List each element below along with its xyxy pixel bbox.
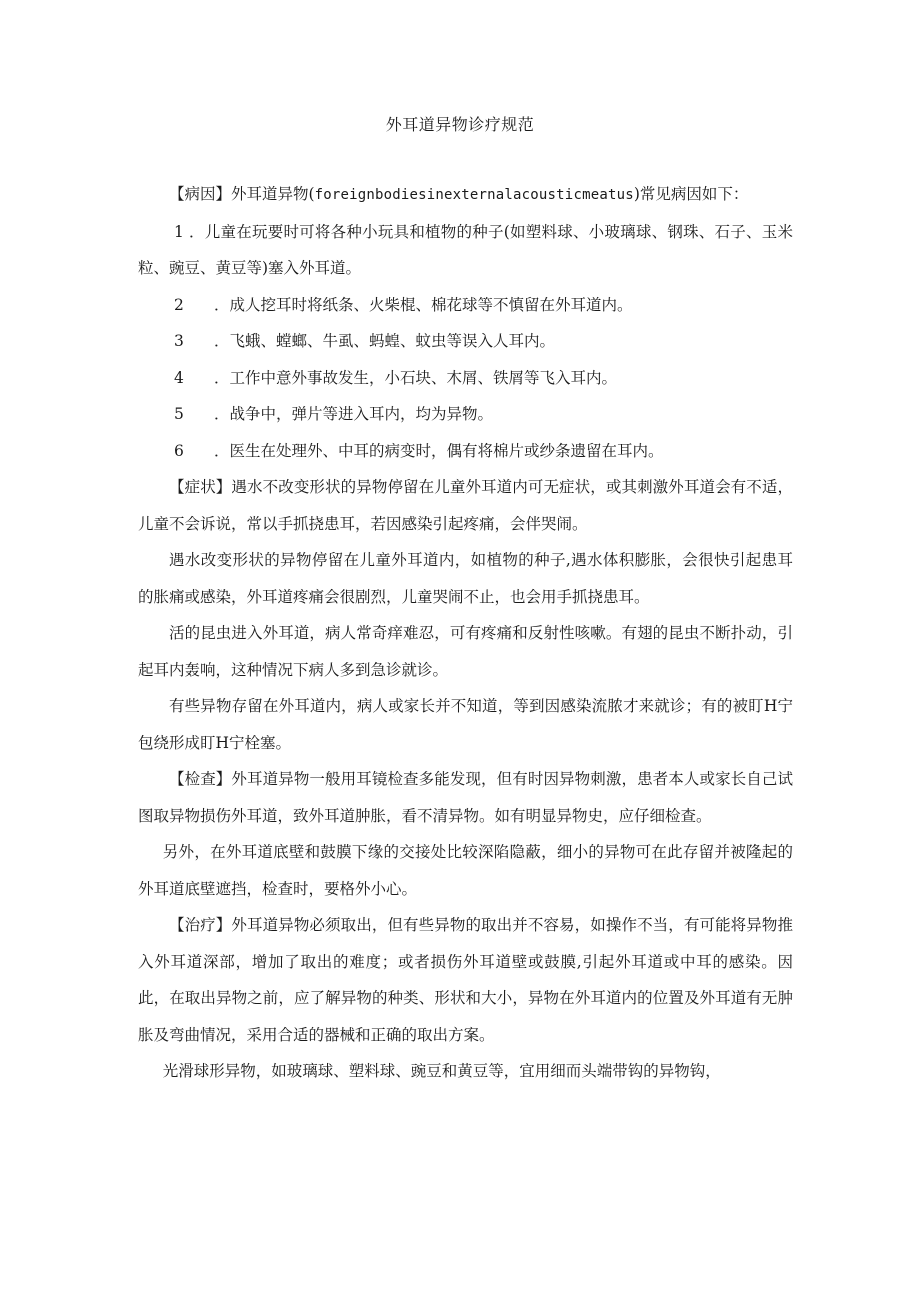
treatment-paragraph-2: 光滑球形异物，如玻璃球、塑料球、豌豆和黄豆等，宜用细而头端带钩的异物钩， — [162, 1062, 721, 1080]
exam-paragraph-1 — [138, 761, 793, 834]
cause-item-1-text: ．儿童在玩要时可将各种小玩具和植物的种子(如塑料球、小玻璃球、钢珠、石子、玉米粒、豌豆、黄豆等)塞入外耳道。 — [138, 222, 793, 277]
cause-item-5-num: 5 — [174, 405, 184, 423]
symptoms-paragraph-4: 有些异物存留在外耳道内，病人或家长并不知道，等到因感染流脓才来就诊；有的被盯H宁包绕形成盯H宁栓塞。 — [138, 697, 793, 752]
exam-paragraph-2: 另外，在外耳道底壁和鼓膜下缘的交接处比较深陷隐蔽，细小的异物可在此存留并被隆起的外耳道底壁遮挡，检查时，要格外小心。 — [138, 843, 793, 898]
symptoms-p1: 遇水不改变形状的异物停留在儿童外耳道内可无症状，或其刺激外耳道会有不适，儿童不会诉说，常以手抓挠患耳，若因感染引起疼痛，会伴哭闹。 — [138, 478, 793, 533]
cause-latin-term: foreignbodiesinexternalacousticmeatus — [314, 187, 634, 203]
exam-heading: 【检查】 — [169, 770, 232, 788]
cause-item-1-num: 1 — [174, 222, 184, 241]
exam-p1: 外耳道异物一般用耳镜检查多能发现，但有时因异物刺激，患者本人或家长自己试图取异物损伤外耳道，致外耳道肿胀，看不清异物。如有明显异物史，应仔细检查。 — [138, 770, 793, 825]
cause-intro-before: 外耳道异物( — [231, 185, 315, 203]
cause-item-3 — [138, 323, 793, 360]
cause-intro-after: )常见病因如下： — [633, 185, 749, 203]
cause-paragraph — [138, 176, 793, 214]
cause-item-2-text: ．成人挖耳时将纸条、火柴棍、棉花球等不慎留在外耳道内。 — [214, 295, 633, 314]
document-body — [138, 176, 793, 1090]
symptoms-heading: 【症状】 — [169, 478, 232, 496]
symptoms-paragraph-1 — [138, 469, 793, 542]
cause-item-6-num: 6 — [174, 441, 184, 460]
cause-item-6-text: ．医生在处理外、中耳的病变时，偶有将棉片或纱条遗留在耳内。 — [214, 441, 664, 460]
cause-item-1 — [138, 214, 793, 287]
cause-item-2-num: 2 — [174, 295, 184, 314]
cause-item-2 — [138, 287, 793, 324]
symptoms-paragraph-2: 遇水改变形状的异物停留在儿童外耳道内，如植物的种子,遇水体积膨胀，会很快引起患耳的胀痛或感染，外耳道疼痛会很剧烈，儿童哭闹不止，也会用手抓挠患耳。 — [138, 551, 793, 606]
cause-heading: 【病因】 — [169, 185, 232, 203]
treatment-paragraph-1 — [138, 907, 793, 1053]
symptoms-paragraph-3: 活的昆虫进入外耳道，病人常奇痒难忍，可有疼痛和反射性咳嗽。有翅的昆虫不断扑动，引起耳内轰响，这种情况下病人多到急诊就诊。 — [138, 624, 793, 679]
cause-item-3-num: 3 — [174, 332, 184, 350]
cause-item-4 — [138, 360, 793, 397]
treatment-p1: 外耳道异物必须取出，但有些异物的取出并不容易，如操作不当，有可能将异物推入外耳道深部，增加了取出的难度；或者损伤外耳道壁或鼓膜,引起外耳道或中耳的感染。因此，在取出异物之前，应了解异物的种类、形状和大小，异物在外耳道内的位置及外耳道有无肿胀及弯曲情况，采用合适的器械和正确的取出方案。 — [138, 916, 793, 1044]
cause-item-6 — [138, 433, 793, 470]
cause-item-5-text: ．战争中，弹片等进入耳内，均为异物。 — [214, 405, 494, 423]
treatment-heading: 【治疗】 — [169, 916, 232, 934]
cause-item-4-num: 4 — [174, 368, 184, 387]
cause-item-3-text: ．飞蛾、螳螂、牛虱、蚂蝗、蚊虫等误入人耳内。 — [214, 332, 556, 350]
cause-item-5 — [138, 396, 793, 433]
document-title: 外耳道异物诊疗规范 — [385, 115, 535, 134]
cause-item-4-text: ．工作中意外事故发生，小石块、木屑、铁屑等飞入耳内。 — [214, 368, 618, 387]
